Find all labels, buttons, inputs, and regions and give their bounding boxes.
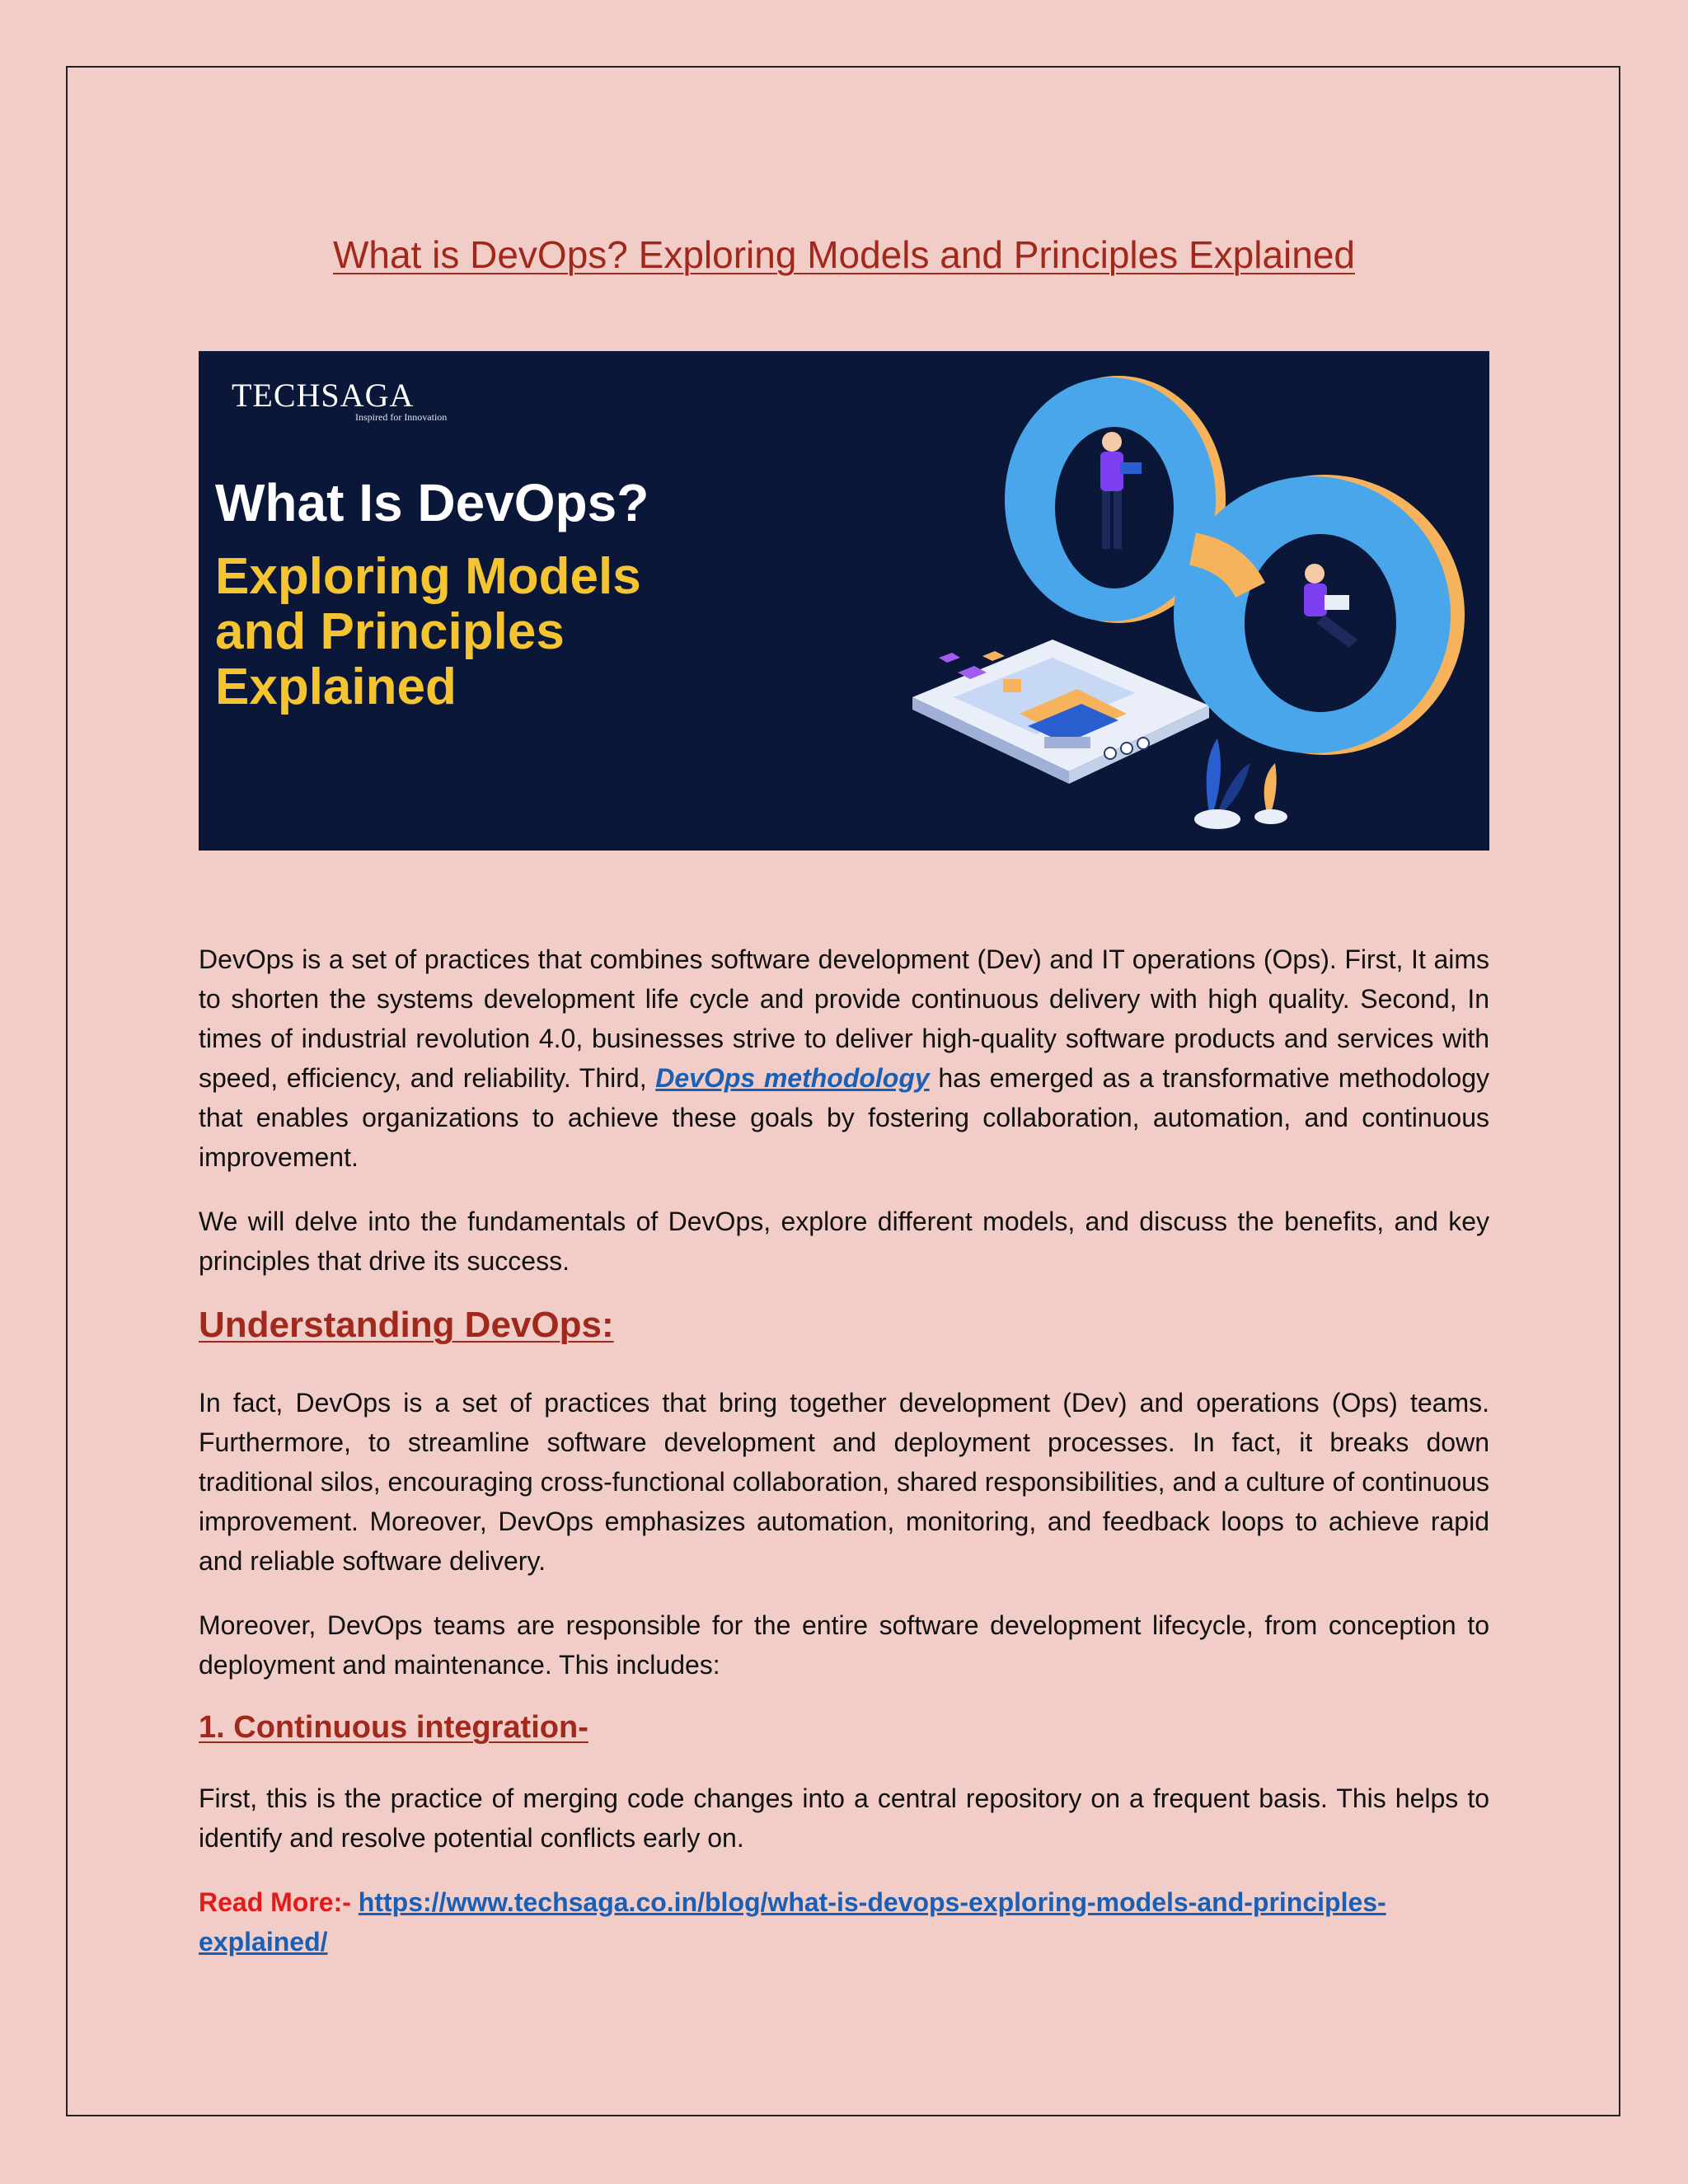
understanding-devops-heading: Understanding DevOps: bbox=[199, 1305, 614, 1345]
banner-heading-line1: What Is DevOps? bbox=[215, 473, 649, 532]
intro-text-start: DevOps is a set of practices that combines software development (Dev) and IT operations (Ops). First, It aims to shorten the systems development life cycle and provide continuous delivery with high quality. Second, In times of industrial revolution 4.0, businesses strive to deliver high-quality software products and services with speed, efficiency, and reliability. Third, bbox=[199, 944, 1489, 1093]
banner-heading-line3: and Principles bbox=[215, 603, 565, 661]
understanding-paragraph-1: In fact, DevOps is a set of practices that bring together development (Dev) and operations (Ops) teams. Furthermore, to streamline software development and deployment processes. In fact, it breaks down traditional silos, encouraging cross-functional collaboration, shared responsibilities, and a culture of continuous improvement. Moreover, DevOps emphasizes automation, monitoring, and feedback loops to achieve rapid and reliable software delivery. bbox=[199, 1388, 1489, 1576]
understanding-paragraph-2: Moreover, DevOps teams are responsible for the entire software development lifecycle, from conception to deployment and maintenance. This includes: bbox=[199, 1610, 1489, 1680]
platform-graphic bbox=[912, 640, 1209, 784]
read-more-line bbox=[199, 1882, 1489, 1961]
banner-heading-line4: Explained bbox=[215, 658, 457, 716]
intro-paragraph-2: We will delve into the fundamentals of DevOps, explore different models, and discuss the benefits, and key principles that drive its success. bbox=[199, 1207, 1489, 1276]
techsaga-logo bbox=[232, 376, 447, 424]
devops-methodology-link[interactable]: DevOps methodology bbox=[655, 1063, 930, 1093]
logo-wordmark: TECHSAGA bbox=[232, 377, 415, 414]
read-more-link[interactable]: https://www.techsaga.co.in/blog/what-is-devops-exploring-models-and-principles-explained/ bbox=[199, 1887, 1386, 1957]
hero-banner-image bbox=[199, 351, 1489, 851]
continuous-integration-heading: 1. Continuous integration- bbox=[199, 1710, 588, 1745]
logo-tagline: Inspired for Innovation bbox=[355, 411, 448, 423]
intro-text-end: has emerged as a transformative methodology that enables organizations to achieve these goals by fostering collaboration, automation, and continuous improvement. bbox=[199, 1063, 1490, 1172]
continuous-integration-paragraph: First, this is the practice of merging code changes into a central repository on a frequent basis. This helps to identify and resolve potential conflicts early on. bbox=[199, 1783, 1489, 1853]
banner-heading bbox=[215, 475, 649, 715]
intro-paragraph-1 bbox=[199, 940, 1489, 1177]
infinity-loop-illustration-icon bbox=[863, 351, 1489, 851]
banner-heading-line2: Exploring Models bbox=[215, 548, 641, 606]
read-more-label: Read More:- bbox=[199, 1887, 351, 1917]
plant-decoration bbox=[1194, 738, 1287, 829]
document-title: What is DevOps? Exploring Models and Principles Explained bbox=[332, 233, 1356, 276]
